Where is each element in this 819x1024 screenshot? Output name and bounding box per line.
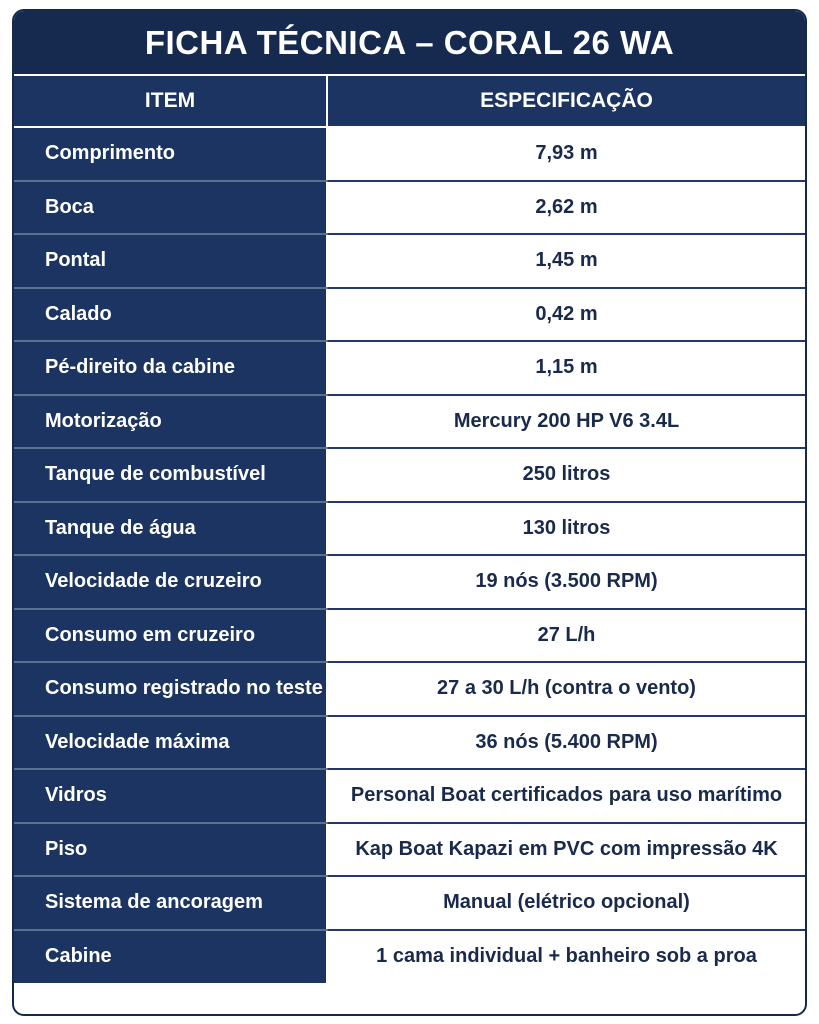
spec-cell: 0,42 m <box>327 288 805 342</box>
spec-cell: Kap Boat Kapazi em PVC com impressão 4K <box>327 823 805 877</box>
table-row <box>14 234 805 288</box>
spec-cell: 250 litros <box>327 448 805 502</box>
table-row <box>14 930 805 984</box>
item-cell: Calado <box>14 288 327 342</box>
spec-cell: 36 nós (5.400 RPM) <box>327 716 805 770</box>
table-row <box>14 769 805 823</box>
spec-cell: 1,45 m <box>327 234 805 288</box>
page-title: FICHA TÉCNICA – CORAL 26 WA <box>14 11 805 76</box>
column-header-spec: ESPECIFICAÇÃO <box>327 76 805 127</box>
spec-cell: Manual (elétrico opcional) <box>327 876 805 930</box>
table-row <box>14 395 805 449</box>
table-row <box>14 662 805 716</box>
item-cell: Pontal <box>14 234 327 288</box>
table-row <box>14 609 805 663</box>
table-row <box>14 341 805 395</box>
spec-sheet <box>12 9 807 1016</box>
table-row <box>14 288 805 342</box>
spec-cell: 1 cama individual + banheiro sob a proa <box>327 930 805 984</box>
table-row <box>14 555 805 609</box>
table-row <box>14 823 805 877</box>
table-row <box>14 876 805 930</box>
table-row <box>14 716 805 770</box>
spec-cell: Personal Boat certificados para uso marítimo <box>327 769 805 823</box>
spec-cell: 2,62 m <box>327 181 805 235</box>
column-header-item: ITEM <box>14 76 327 127</box>
item-cell: Tanque de combustível <box>14 448 327 502</box>
table-row <box>14 127 805 181</box>
item-cell: Sistema de ancoragem <box>14 876 327 930</box>
item-cell: Consumo registrado no teste <box>14 662 327 716</box>
table-row <box>14 448 805 502</box>
table-row <box>14 502 805 556</box>
spec-cell: 130 litros <box>327 502 805 556</box>
item-cell: Cabine <box>14 930 327 984</box>
spec-cell: 27 a 30 L/h (contra o vento) <box>327 662 805 716</box>
spec-table <box>14 76 805 983</box>
spec-cell: Mercury 200 HP V6 3.4L <box>327 395 805 449</box>
item-cell: Pé-direito da cabine <box>14 341 327 395</box>
spec-cell: 19 nós (3.500 RPM) <box>327 555 805 609</box>
spec-cell: 27 L/h <box>327 609 805 663</box>
item-cell: Velocidade máxima <box>14 716 327 770</box>
item-cell: Tanque de água <box>14 502 327 556</box>
item-cell: Boca <box>14 181 327 235</box>
spec-cell: 7,93 m <box>327 127 805 181</box>
item-cell: Motorização <box>14 395 327 449</box>
item-cell: Consumo em cruzeiro <box>14 609 327 663</box>
item-cell: Vidros <box>14 769 327 823</box>
item-cell: Comprimento <box>14 127 327 181</box>
spec-cell: 1,15 m <box>327 341 805 395</box>
item-cell: Piso <box>14 823 327 877</box>
table-row <box>14 181 805 235</box>
table-header-row <box>14 76 805 127</box>
item-cell: Velocidade de cruzeiro <box>14 555 327 609</box>
